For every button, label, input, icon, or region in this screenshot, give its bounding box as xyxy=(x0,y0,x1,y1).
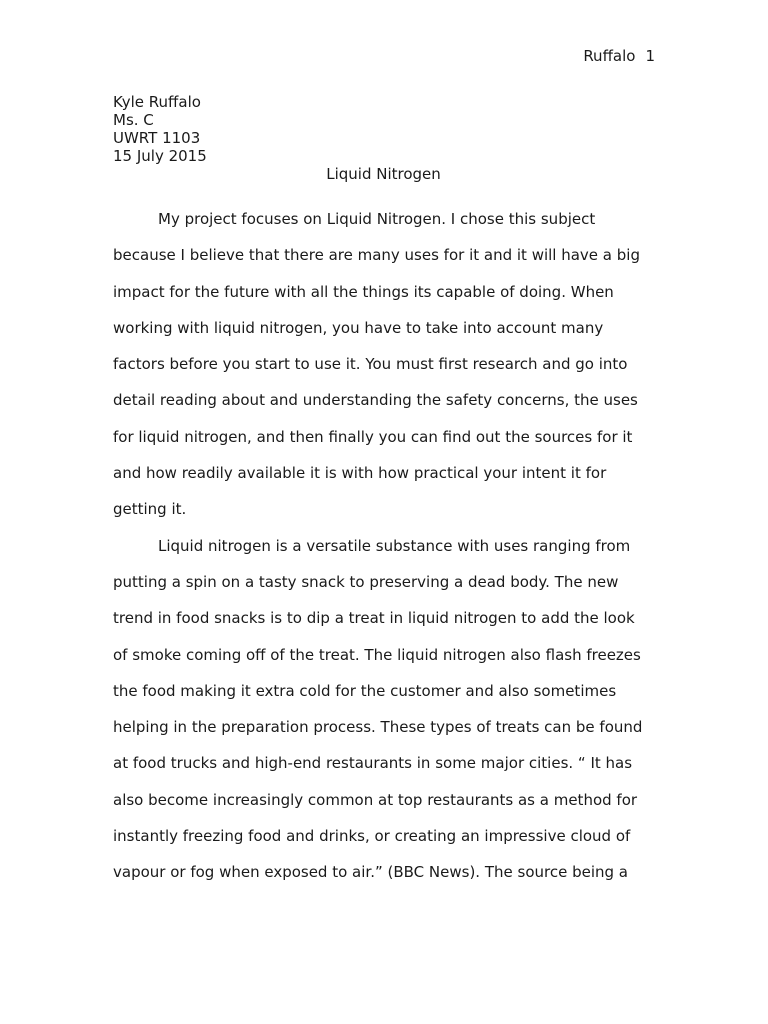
student-name: Kyle Ruffalo xyxy=(113,93,201,111)
course-name: UWRT 1103 xyxy=(113,129,201,147)
text-line: and how readily available it is with how practical your intent it for xyxy=(113,464,607,483)
text-line: Liquid nitrogen is a versatile substance with uses ranging from xyxy=(158,536,631,555)
page-number: 1 xyxy=(645,47,655,65)
text-line: for liquid nitrogen, and then finally you can find out the sources for it xyxy=(113,427,633,446)
paragraph-2 xyxy=(113,528,658,891)
text-line: at food trucks and high-end restaurants in some major cities. “ It has xyxy=(113,754,633,773)
text-line: working with liquid nitrogen, you have to take into account many xyxy=(113,318,604,337)
text-line: the food making it extra cold for the customer and also sometimes xyxy=(113,681,617,700)
text-line: vapour or fog when exposed to air.” (BBC News). The source being a xyxy=(113,863,628,882)
text-line: trend in food snacks is to dip a treat in liquid nitrogen to add the look xyxy=(113,609,635,628)
text-line: helping in the preparation process. These types of treats can be found xyxy=(113,718,643,737)
instructor-name: Ms. C xyxy=(113,111,154,129)
text-line: instantly freezing food and drinks, or creating an impressive cloud of xyxy=(113,827,631,846)
text-line: impact for the future with all the things its capable of doing. When xyxy=(113,282,614,301)
text-line: factors before you start to use it. You must first research and go into xyxy=(113,355,628,374)
text-line: getting it. xyxy=(113,500,187,519)
running-header xyxy=(583,46,655,66)
header-author-name: Ruffalo xyxy=(583,47,636,65)
text-line: detail reading about and understanding the safety concerns, the uses xyxy=(113,391,638,410)
essay-title: Liquid Nitrogen xyxy=(326,165,441,183)
text-line: also become increasingly common at top restaurants as a method for xyxy=(113,790,638,809)
text-line: of smoke coming off of the treat. The liquid nitrogen also flash freezes xyxy=(113,645,641,664)
text-line: because I believe that there are many uses for it and it will have a big xyxy=(113,246,640,265)
essay-date: 15 July 2015 xyxy=(113,147,207,165)
text-line: putting a spin on a tasty snack to preserving a dead body. The new xyxy=(113,572,619,591)
mla-heading xyxy=(113,93,207,165)
text-line: My project focuses on Liquid Nitrogen. I chose this subject xyxy=(158,210,596,228)
essay-body xyxy=(113,201,658,891)
paragraph-1 xyxy=(113,201,658,528)
